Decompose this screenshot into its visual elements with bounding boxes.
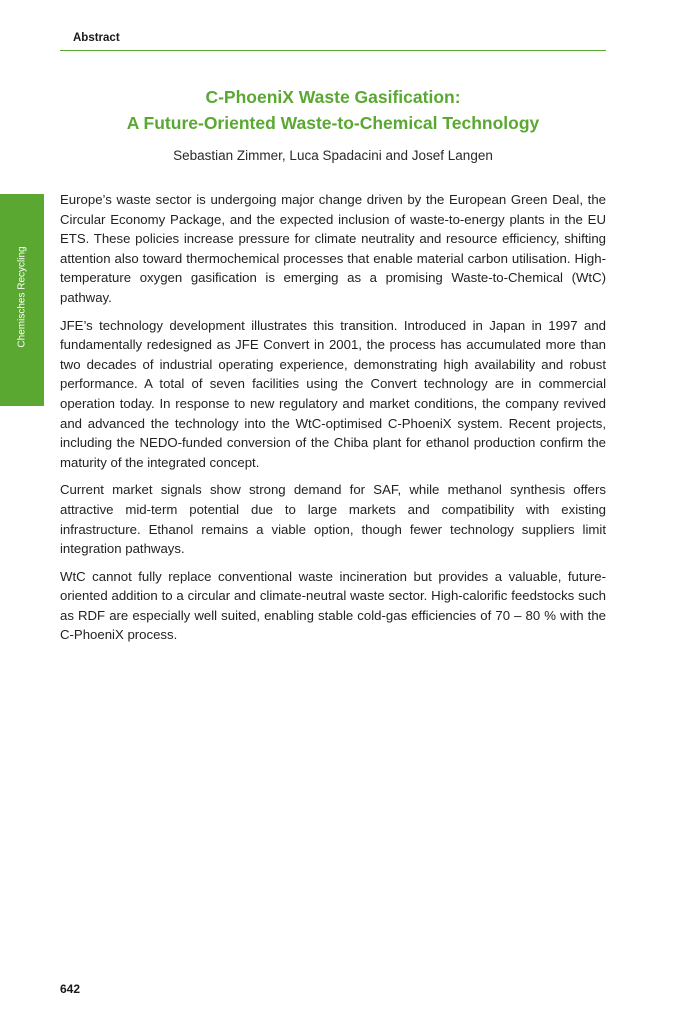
paragraph: Current market signals show strong demand for SAF, while methanol synthesis offers attractive mid-term potential due to large markets and compatibility with existing infrastructure. Ethanol remains a viable option, though fewer technology suppliers limit integration pathways. bbox=[60, 482, 606, 557]
abstract-body bbox=[60, 190, 606, 653]
section-label: Abstract bbox=[73, 32, 120, 44]
paragraph: WtC cannot fully replace conventional waste incineration but provides a valuable, future-oriented addition to a circular and climate-neutral waste sector. High-calorific feedstocks such as RDF are especially well suited, enabling stable cold-gas efficiencies of 70 – 80 % with the C-PhoeniX process. bbox=[60, 568, 606, 643]
title-line-1: C-PhoeniX Waste Gasification: bbox=[205, 87, 461, 107]
chapter-side-tab bbox=[0, 194, 44, 406]
author-list: Sebastian Zimmer, Luca Spadacini and Josef Langen bbox=[173, 148, 493, 163]
article-title bbox=[60, 84, 606, 136]
title-line-2: A Future-Oriented Waste-to-Chemical Technology bbox=[126, 113, 540, 133]
paragraph: JFE’s technology development illustrates this transition. Introduced in Japan in 1997 and fundamentally redesigned as JFE Convert in 2001, the process has accumulated more than two decades of industrial operating experience, demonstrating high availability and robust performance. A total of seven facilities using the Convert technology are in commercial operation today. In response to new regulatory and market conditions, the company revived and advanced the technology into the WtC-optimised C-PhoeniX system. Recent projects, including the NEDO-funded conversion of the Chiba plant for ethanol production confirm the maturity of the integrated concept. bbox=[60, 317, 606, 470]
side-tab-label: Chemisches Recycling bbox=[16, 246, 28, 348]
page-number: 642 bbox=[60, 982, 81, 996]
paragraph: Europe’s waste sector is undergoing major change driven by the European Green Deal, the Circular Economy Package, and the expected inclusion of waste-to-energy plants in the EU ETS. These policies increase pressure for climate neutrality and resource efficiency, shifting attention also toward thermochemical processes that enable material carbon utilisation. High-temperature oxygen gasification is emerging as a promising Waste-to-Chemical (WtC) pathway. bbox=[60, 192, 606, 305]
header-divider bbox=[60, 50, 606, 51]
